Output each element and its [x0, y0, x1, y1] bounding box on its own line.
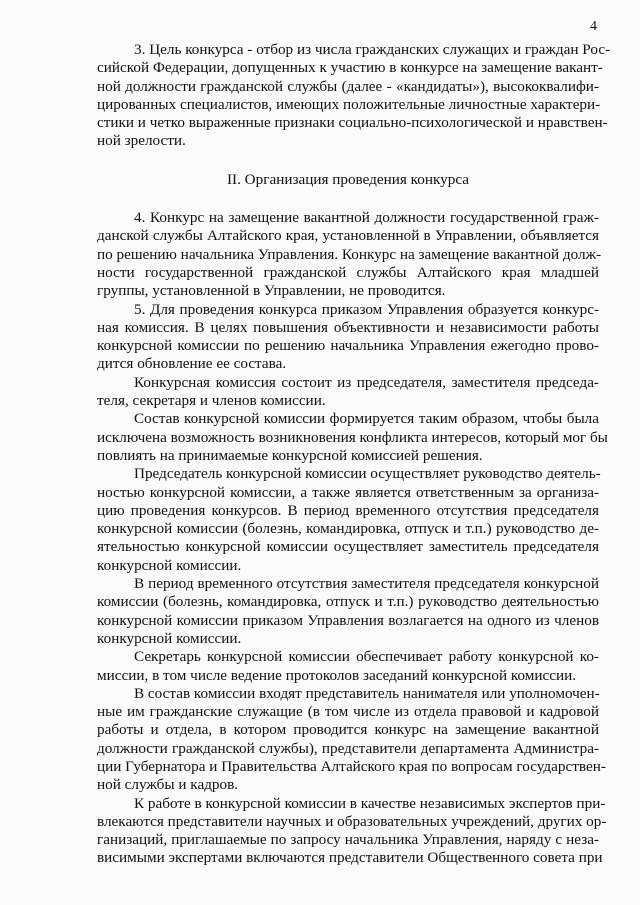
paragraph [97, 684, 606, 795]
paragraph [97, 410, 608, 465]
paragraph-line: цированных специалистов, имеющих положительные личностные характери- [97, 95, 601, 113]
paragraph [97, 41, 611, 151]
paragraph-line: по решению начальника Управления. Конкурс на замещение вакантной долж- [97, 245, 602, 263]
paragraph-line: конкурсной комиссии. [97, 629, 242, 647]
paragraph [97, 209, 602, 300]
paragraph [97, 374, 599, 411]
section-intro [97, 41, 611, 151]
paragraph-line: работы и отдела, в котором проводится конкурс на замещение вакантной [97, 721, 599, 739]
paragraph-line: К работе в конкурсной комиссии в качестве независимых экспертов при- [134, 794, 606, 812]
paragraph-line: ные им гражданские служащие (в том числе из отдела правовой и кадровой [97, 703, 599, 721]
section-body [97, 209, 608, 868]
paragraph-line: ганизаций, приглашаемые по запросу начальника Управления, наряду с неза- [97, 831, 599, 849]
paragraph-line: влекаются представители научных и образовательных учреждений, других ор- [97, 812, 607, 830]
paragraph-line: ятельностью конкурсной комиссии осуществляет заместитель председателя [97, 538, 599, 556]
document-body [97, 41, 611, 868]
paragraph-line: группы, установленной в Управлении, не проводится. [97, 282, 446, 300]
paragraph [97, 575, 599, 648]
paragraph-line: цию проведения конкурсов. В период временного отсутствия председателя [97, 501, 599, 519]
paragraph-line: ности государственной гражданской службы Алтайского края младшей [97, 263, 599, 281]
paragraph-line: комиссии (болезнь, командировка, отпуск и т.п.) руководство деятельностью [97, 593, 599, 611]
paragraph-line: Секретарь конкурсной комиссии обеспечивает работу конкурсной ко- [134, 648, 599, 666]
paragraph-line: В состав комиссии входят представитель нанимателя или уполномочен- [134, 684, 600, 702]
page-number: 4 [590, 19, 597, 34]
paragraph-line: висимыми экспертами включаются представители Общественного совета при [97, 849, 603, 867]
paragraph-line: 5. Для проведения конкурса приказом Управления образуется конкурс- [134, 300, 599, 318]
paragraph-line: миссии, в том числе ведение протоколов заседаний конкурсной комиссии. [97, 666, 577, 684]
paragraph-line: повлиять на принимаемые конкурсной комиссией решения. [97, 446, 483, 464]
paragraph-line: стики и четко выраженные признаки социально-психологической и нравствен- [97, 114, 608, 132]
paragraph-line: конкурсной комиссии (болезнь, командировка, отпуск и т.п.) руководство де- [97, 520, 599, 538]
paragraph-line: конкурсной комиссии приказом Управления возлагается на одного из членов [97, 611, 599, 629]
paragraph-line: ной должности гражданской службы (далее - «кандидаты»), высококвалифи- [97, 77, 599, 95]
paragraph-line: Состав конкурсной комиссии формируется таким образом, чтобы была [134, 410, 599, 428]
paragraph-line: дится обновление ее состава. [97, 355, 287, 373]
paragraph-line: ная комиссия. В целях повышения объективности и независимости работы [97, 318, 599, 336]
paragraph-line: теля, секретаря и членов комиссии. [97, 392, 326, 410]
paragraph-line: 4. Конкурс на замещение вакантной должности государственной граж- [134, 209, 599, 227]
paragraph-line: ностью конкурсной комиссии, а также является ответственным за организа- [97, 483, 599, 501]
paragraph-line: ной службы и кадров. [97, 776, 239, 794]
section-heading: II. Организация проведения конкурса [226, 170, 470, 188]
paragraph-line: должности гражданской службы), представители департамента Администра- [97, 739, 599, 757]
paragraph-line: данской службы Алтайского края, установленной в Управлении, объявляется [97, 227, 599, 245]
paragraph [97, 465, 599, 575]
paragraph-line: сийской Федерации, допущенных к участию в конкурсе на замещение вакант- [97, 59, 603, 77]
paragraph [97, 794, 607, 868]
paragraph-line: ной зрелости. [97, 132, 186, 150]
paragraph [97, 648, 599, 685]
paragraph-line: исключена возможность возникновения конфликта интересов, который мог бы [97, 428, 608, 446]
paragraph-line: В период временного отсутствия заместителя председателя конкурсной [134, 575, 599, 593]
paragraph-line: ции Губернатора и Правительства Алтайского края по вопросам государствен- [97, 757, 606, 775]
paragraph-line: Конкурсная комиссия состоит из председателя, заместителя председа- [134, 373, 599, 391]
paragraph-line: 3. Цель конкурса - отбор из числа гражданских служащих и граждан Рос- [134, 41, 611, 58]
paragraph [97, 301, 599, 374]
paragraph-line: Председатель конкурсной комиссии осуществляет руководство деятель- [134, 465, 601, 483]
paragraph-line: конкурсной комиссии по решению начальника Управления ежегодно прово- [97, 337, 599, 355]
paragraph-line: конкурсной комиссии. [97, 556, 242, 574]
